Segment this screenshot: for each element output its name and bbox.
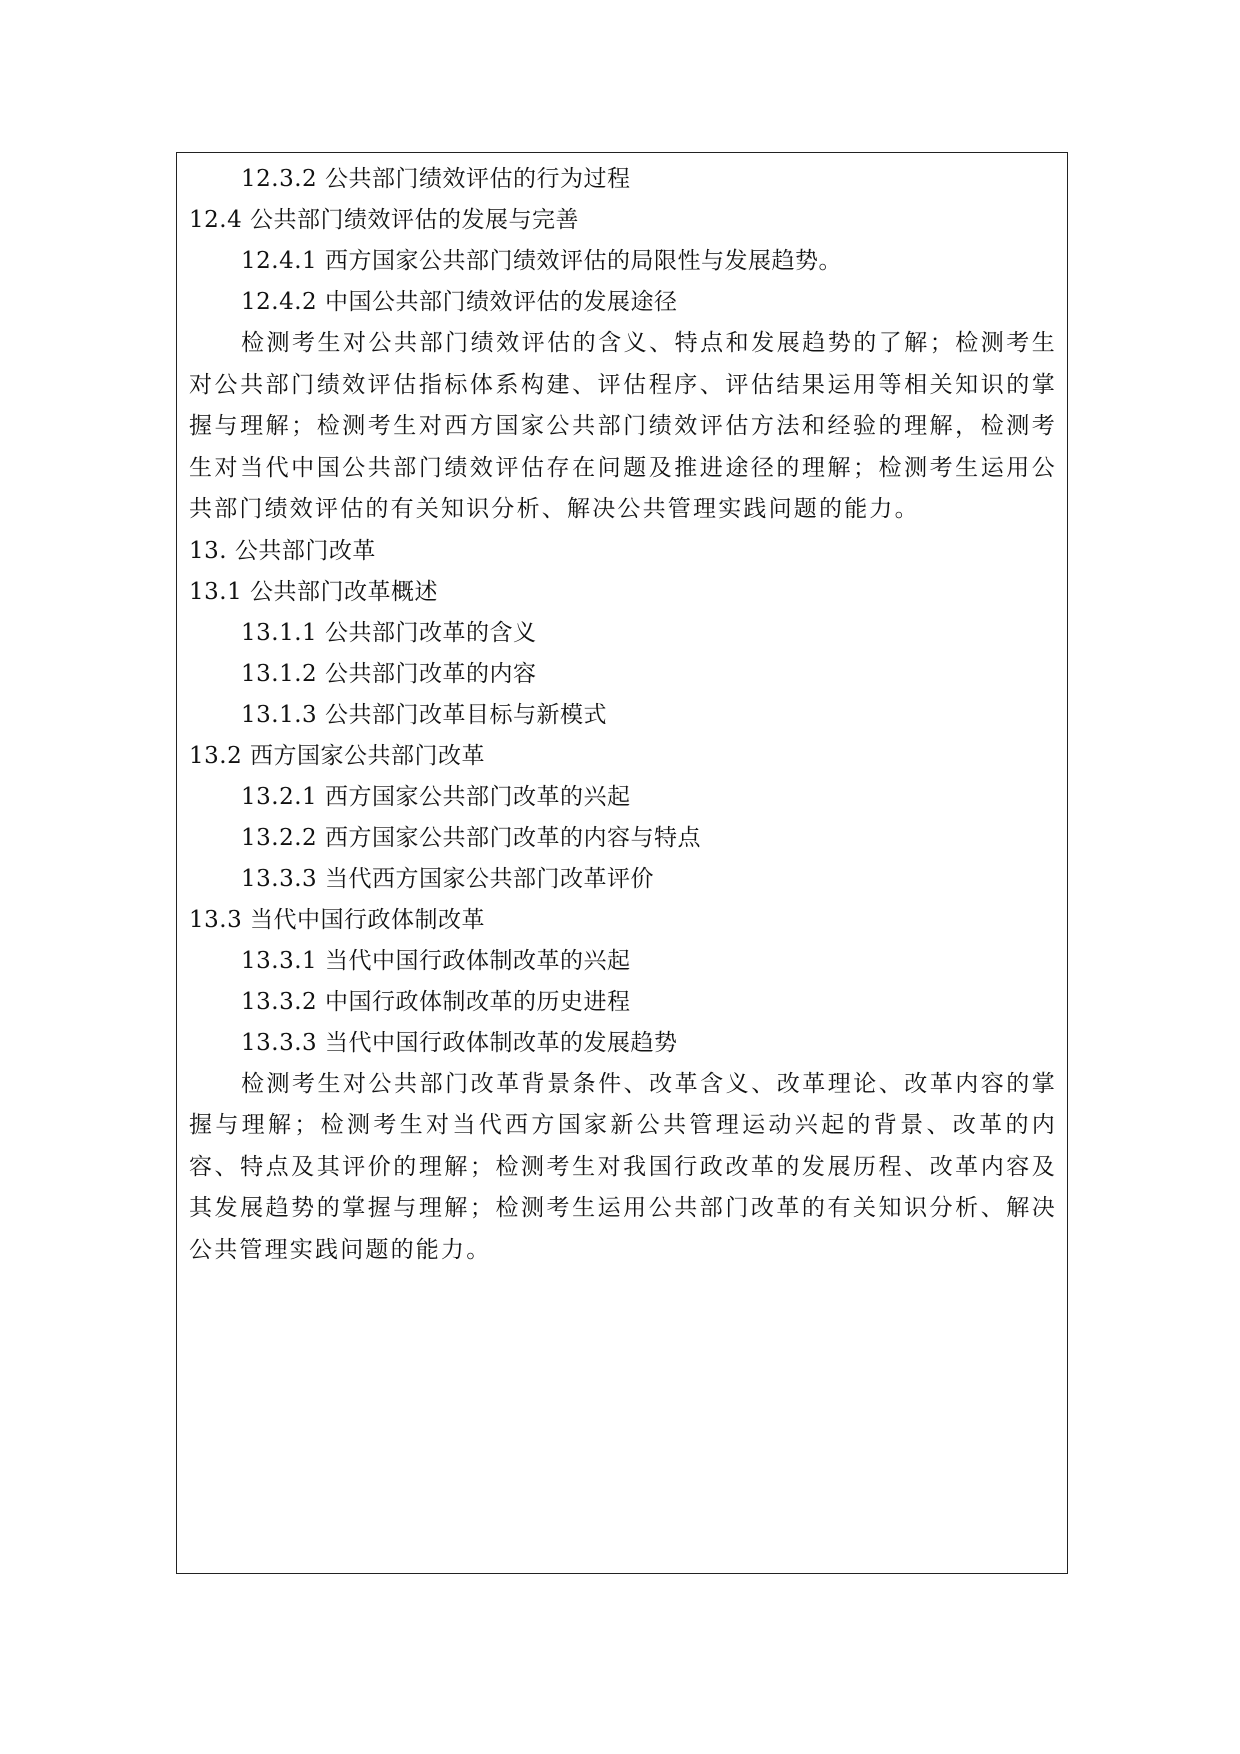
heading-13: 13. 公共部门改革: [189, 537, 376, 564]
heading-12-4: 12.4 公共部门绩效评估的发展与完善: [189, 207, 580, 233]
heading-12-3-2: 12.3.2 公共部门绩效评估的行为过程: [241, 166, 631, 192]
heading-13-1-1: 13.1.1 公共部门改革的含义: [241, 619, 537, 646]
heading-13-2-2: 13.2.2 西方国家公共部门改革的内容与特点: [241, 824, 701, 851]
heading-13-2: 13.2 西方国家公共部门改革: [189, 742, 486, 769]
heading-13-3-3: 13.3.3 当代中国行政体制改革的发展趋势: [241, 1029, 678, 1056]
heading-13-2-1: 13.2.1 西方国家公共部门改革的兴起: [241, 783, 631, 810]
heading-12-4-1: 12.4.1 西方国家公共部门绩效评估的局限性与发展趋势。: [241, 248, 842, 274]
heading-13-1-2: 13.1.2 公共部门改革的内容: [241, 660, 537, 687]
syllabus-content: [189, 159, 1057, 1271]
heading-13-3: 13.3 当代中国行政体制改革: [189, 906, 486, 933]
objectives-paragraph-13: 检测考生对公共部门改革背景条件、改革含义、改革理论、改革内容的掌握与理解；检测考生对当代西方国家新公共管理运动兴起的背景、改革的内容、特点及其评价的理解；检测考生对我国行政改革的发展历程、改革内容及其发展趋势的掌握与理解；检测考生运用公共部门改革的有关知识分析、解决公共管理实践问题的能力。: [189, 1070, 1057, 1263]
content-table-cell: [176, 152, 1068, 1574]
heading-12-4-2: 12.4.2 中国公共部门绩效评估的发展途径: [241, 289, 678, 315]
heading-13-3-3-western: 13.3.3 当代西方国家公共部门改革评价: [241, 865, 654, 892]
heading-13-3-2: 13.3.2 中国行政体制改革的历史进程: [241, 988, 631, 1015]
heading-13-3-1: 13.3.1 当代中国行政体制改革的兴起: [241, 947, 631, 974]
objectives-paragraph-12: 检测考生对公共部门绩效评估的含义、特点和发展趋势的了解；检测考生对公共部门绩效评估指标体系构建、评估程序、评估结果运用等相关知识的掌握与理解；检测考生对西方国家公共部门绩效评估方法和经验的理解，检测考生对当代中国公共部门绩效评估存在问题及推进途径的理解；检测考生运用公共部门绩效评估的有关知识分析、解决公共管理实践问题的能力。: [189, 330, 1057, 522]
heading-13-1-3: 13.1.3 公共部门改革目标与新模式: [241, 701, 607, 728]
heading-13-1: 13.1 公共部门改革概述: [189, 578, 439, 605]
